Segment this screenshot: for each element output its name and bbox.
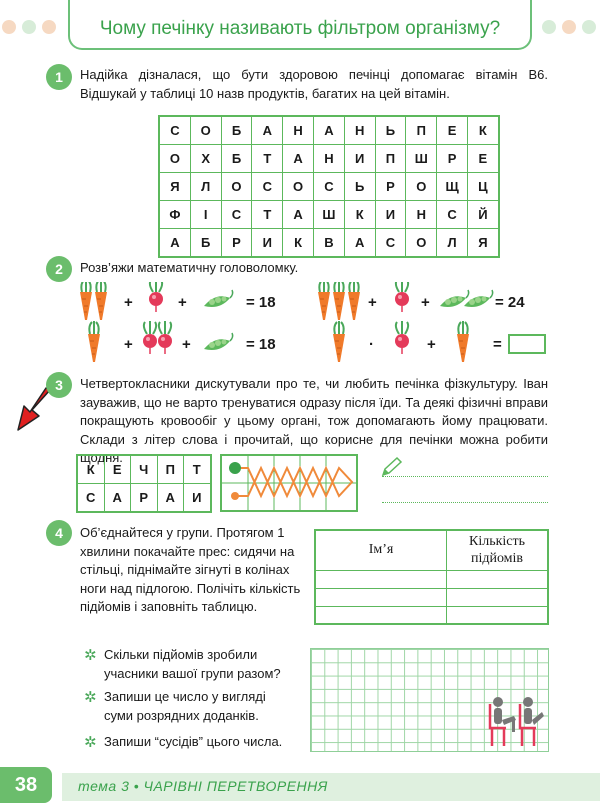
grid-letter[interactable]: А <box>283 201 314 229</box>
footer-theme: тема 3 • ЧАРІВНІ ПЕРЕТВОРЕННЯ <box>78 778 328 794</box>
grid-letter[interactable]: Л <box>190 173 221 201</box>
page-number: 38 <box>0 767 52 803</box>
task-number-2: 2 <box>46 256 72 282</box>
grid-letter[interactable]: А <box>252 116 283 145</box>
grid-letter[interactable]: О <box>159 145 190 173</box>
bullet-star-icon: ✲ <box>84 734 97 751</box>
col-header-name: Ім’я <box>315 530 447 570</box>
letter-cell: П <box>157 455 184 484</box>
chair-exercise-icon <box>484 694 546 752</box>
grid-letter[interactable]: О <box>283 173 314 201</box>
grid-letter[interactable]: С <box>252 173 283 201</box>
grid-letter[interactable]: І <box>190 201 221 229</box>
grid-letter[interactable]: Е <box>467 145 498 173</box>
task-number-4: 4 <box>46 520 72 546</box>
grid-letter[interactable]: Я <box>159 173 190 201</box>
grid-letter[interactable]: С <box>437 201 468 229</box>
grid-letter[interactable]: И <box>375 201 406 229</box>
grid-letter[interactable]: К <box>467 116 498 145</box>
grid-letter[interactable]: Ш <box>406 145 437 173</box>
eq2-result: = 18 <box>246 336 276 353</box>
grid-letter[interactable]: Р <box>375 173 406 201</box>
task-2-text: Розв’яжи математичну головоломку. <box>80 260 299 275</box>
grid-letter[interactable]: Й <box>467 201 498 229</box>
task-3-text: Четвертокласники дискутували про те, чи любить печінка фізкультуру. Іван зауважив, що не варто тренуватися одразу після їди. Та деякі фізичні вправи покращують кровообіг у цьому органі, тож допомагають йому працювати. Склади з літер слова і прочитай, що корисне для печінки можна робити щодня. <box>80 376 548 465</box>
eq2-plus-2: + <box>182 336 191 353</box>
eq1-result: = 18 <box>246 294 276 311</box>
grid-letter[interactable]: А <box>159 229 190 258</box>
word-search-grid <box>158 115 500 258</box>
col-header-count: Кількість підйомів <box>447 530 549 570</box>
grid-letter[interactable]: С <box>221 201 252 229</box>
letter-cell: Ч <box>131 455 158 484</box>
grid-letter[interactable]: Р <box>221 229 252 258</box>
letter-cell: И <box>184 484 211 513</box>
grid-letter[interactable]: А <box>283 145 314 173</box>
eq3-result: = 24 <box>495 294 525 311</box>
grid-letter[interactable]: И <box>344 145 375 173</box>
grid-letter[interactable]: П <box>406 116 437 145</box>
bullet-3: Запиши “сусідів” цього числа. <box>104 734 283 749</box>
name-cell[interactable] <box>315 570 447 588</box>
letter-cell: Т <box>184 455 211 484</box>
task-number-1: 1 <box>46 64 72 90</box>
grid-letter[interactable]: Н <box>406 201 437 229</box>
grid-letter[interactable]: В <box>313 229 344 258</box>
grid-letter[interactable]: К <box>344 201 375 229</box>
letter-path-puzzle <box>220 454 358 512</box>
count-cell[interactable] <box>447 570 549 588</box>
grid-letter[interactable]: Я <box>467 229 498 258</box>
grid-letter[interactable]: Ц <box>467 173 498 201</box>
name-cell[interactable] <box>315 588 447 606</box>
grid-letter[interactable]: Ф <box>159 201 190 229</box>
grid-letter[interactable]: И <box>252 229 283 258</box>
grid-letter[interactable]: Н <box>344 116 375 145</box>
eq4-icons <box>333 321 469 362</box>
letter-cell: С <box>77 484 104 513</box>
grid-letter[interactable]: О <box>221 173 252 201</box>
grid-letter[interactable]: Н <box>283 116 314 145</box>
grid-letter[interactable]: Х <box>190 145 221 173</box>
bullet-2: Запиши це число у вигляді суми розрядних доданків. <box>104 689 266 723</box>
eq3-plus-2: + <box>421 294 430 311</box>
grid-letter[interactable]: С <box>159 116 190 145</box>
grid-letter[interactable]: О <box>190 116 221 145</box>
answer-line-1[interactable] <box>382 476 548 477</box>
pencil-icon <box>380 456 404 478</box>
count-cell[interactable] <box>447 588 549 606</box>
task-1-text: Надійка дізналася, що бути здоровою печінці допомагає вітамін В6. Відшукай у таблиці 10 назв продуктів, багатих на цей вітамін. <box>80 67 548 101</box>
bullet-1: Скільки підйомів зробили учасники вашої групи разом? <box>104 647 281 681</box>
page-title: Чому печінку називають фільтром організму? <box>99 18 501 39</box>
bullet-star-icon: ✲ <box>84 647 97 664</box>
grid-letter[interactable]: П <box>375 145 406 173</box>
eq2-plus-1: + <box>124 336 133 353</box>
grid-letter[interactable]: Б <box>221 116 252 145</box>
grid-letter[interactable]: Т <box>252 145 283 173</box>
grid-letter[interactable]: Л <box>437 229 468 258</box>
grid-letter[interactable]: Ь <box>344 173 375 201</box>
answer-line-2[interactable] <box>382 502 548 503</box>
grid-letter[interactable]: С <box>313 173 344 201</box>
answer-input-box[interactable] <box>508 334 546 354</box>
grid-letter[interactable]: Ш <box>313 201 344 229</box>
grid-letter[interactable]: К <box>283 229 314 258</box>
grid-letter[interactable]: Р <box>437 145 468 173</box>
letter-cell: К <box>77 455 104 484</box>
grid-letter[interactable]: Б <box>190 229 221 258</box>
grid-letter[interactable]: Ь <box>375 116 406 145</box>
grid-letter[interactable]: А <box>344 229 375 258</box>
count-cell[interactable] <box>447 606 549 624</box>
eq3-icons <box>318 282 493 320</box>
task-4-text: Об’єднайтеся у групи. Протягом 1 хвилини покачайте прес: сидячи на стільці, піднімайте зігнуті в колінах ноги над підлогою. Полічіть кількість підйомів і заповніть таблицю. <box>80 525 301 614</box>
eq4-plus: + <box>427 336 436 353</box>
eq3-plus-1: + <box>368 294 377 311</box>
grid-letter[interactable]: О <box>406 229 437 258</box>
grid-letter[interactable]: Щ <box>437 173 468 201</box>
eq1-plus-1: + <box>124 294 133 311</box>
grid-letter[interactable]: А <box>313 116 344 145</box>
bullet-star-icon: ✲ <box>84 689 97 706</box>
eq1-icons <box>80 282 233 320</box>
task-number-3: 3 <box>46 372 72 398</box>
eq4-dot: · <box>369 336 374 353</box>
letter-cell: Е <box>104 455 131 484</box>
grid-letter[interactable]: Е <box>437 116 468 145</box>
eq4-equals: = <box>493 336 502 353</box>
grid-letter[interactable]: Т <box>252 201 283 229</box>
grid-letter[interactable]: О <box>406 173 437 201</box>
letter-cell: А <box>157 484 184 513</box>
grid-letter[interactable]: С <box>375 229 406 258</box>
eq2-icons <box>88 321 233 362</box>
letters-table <box>76 454 212 513</box>
letter-cell: А <box>104 484 131 513</box>
results-table <box>314 529 549 625</box>
name-cell[interactable] <box>315 606 447 624</box>
letter-cell: Р <box>131 484 158 513</box>
grid-letter[interactable]: Б <box>221 145 252 173</box>
grid-letter[interactable]: Н <box>313 145 344 173</box>
eq1-plus-2: + <box>178 294 187 311</box>
